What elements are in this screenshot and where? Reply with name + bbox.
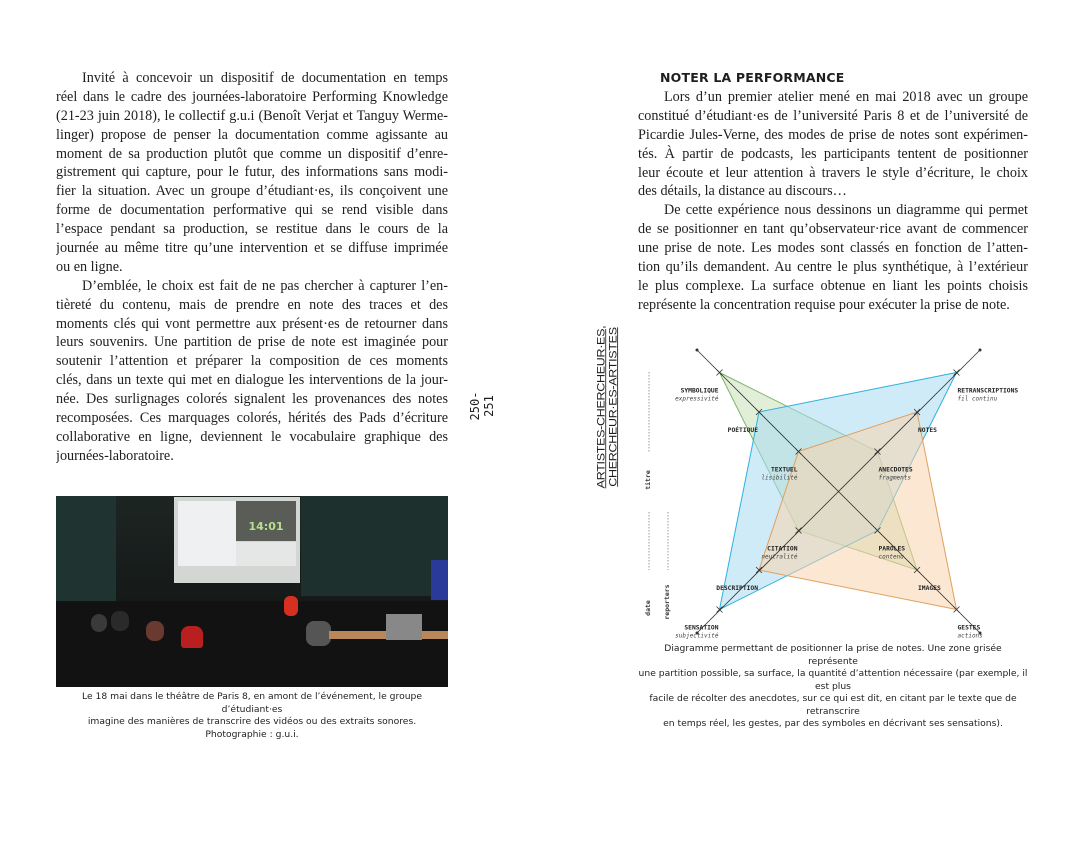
text-line: des détails, la distance au discours… — [638, 183, 847, 200]
printer — [386, 614, 422, 640]
caption-line: Le 18 mai dans le théâtre de Paris 8, en amont de l’événement, le groupe d’étudiant·es — [81, 691, 423, 715]
mode-label: NOTES — [918, 427, 937, 434]
text-line: tièreté du contenu, mais de prendre en note des traces et des — [56, 296, 448, 313]
mode-sublabel: fragments — [878, 474, 912, 482]
text-line: tés. À partir de podcasts, les participants tentent de positionner — [638, 145, 1028, 162]
text-line: gistrement qui capture, pour le futur, des informations sans modi- — [56, 164, 448, 181]
mode-sublabel: expressivité — [675, 395, 719, 403]
mode-label: SYMBOLIQUE — [680, 387, 719, 395]
caption-line: Photographie : g.u.i. — [205, 728, 299, 740]
screen-clock: 14:01 — [236, 501, 296, 541]
text-line: recomposées. Ces marquages colorés, hérités des Pads d’écriture — [56, 410, 448, 427]
text-line: D’emblée, le choix est fait de ne pas chercher à capturer l’en- — [82, 277, 448, 294]
text-line: forme de documentation performative qui se rend visible dans — [56, 202, 448, 219]
text-line: représente la concentration requise pour exécuter la prise de note. — [638, 296, 1010, 313]
text-line: née. Des surlignages colorés signalent les provenances des notes — [56, 391, 448, 408]
text-line: leur écoute et leur attention à travers le style d’écriture, le choix — [638, 164, 1028, 181]
caption-line: facile de récolter des anecdotes, sur ce qui est dit, en citant par le texte que de retranscrire — [649, 693, 1017, 717]
axis-arrow-icon — [979, 349, 982, 352]
text-line: une prise de note. Les modes sont classés en fonction de l’atten- — [638, 240, 1028, 257]
mode-label: IMAGES — [918, 585, 941, 592]
section-heading: NOTER LA PERFORMANCE — [660, 70, 845, 85]
text-line: collaborative en ligne, deviennent le vocabulaire graphique des — [56, 428, 448, 445]
text-line: constitué d’étudiant·es de l’université Paris 8 et de l’université de — [638, 107, 1028, 124]
person — [91, 614, 107, 632]
person — [111, 611, 129, 631]
theatre-photo — [56, 496, 448, 687]
caption-line: en temps réel, les gestes, par des symboles en décrivant ses sensations). — [663, 718, 1003, 729]
mode-sublabel: lisibilité — [761, 474, 798, 482]
text-line: ou en ligne. — [56, 258, 123, 275]
text-line: l’espace pendant sa production, se restitue dans le cours de la — [56, 221, 448, 238]
text-line: journées-laboratoire. — [56, 447, 174, 464]
board — [431, 560, 448, 600]
text-line: Invité à concevoir un dispositif de documentation en temps — [82, 70, 448, 86]
text-line: Lors d’un premier atelier mené en mai 2018 avec un groupe — [664, 89, 1028, 105]
diagram-caption — [638, 643, 1028, 731]
text-line: de se positionner en tant qu’observateur·rice avant de commencer — [638, 221, 1028, 238]
right-page-body — [638, 88, 1028, 315]
left-page-body — [56, 69, 448, 466]
caption-line: Diagramme permettant de positionner la prise de notes. Une zone grisée représente — [664, 643, 1002, 667]
date-label: date — [644, 600, 652, 616]
page-numbers: 250-251 — [468, 391, 496, 421]
person-red — [284, 596, 298, 616]
projection-screen — [174, 497, 300, 583]
mode-label: DESCRIPTION — [716, 585, 758, 592]
screen-panel — [236, 542, 296, 566]
curtain-right — [301, 496, 448, 596]
person — [306, 621, 331, 646]
mode-sublabel: neutralité — [761, 553, 798, 561]
reporters-label: reporters — [663, 584, 671, 620]
text-line: Picardie Jules-Verne, des modes de prise de notes sont expérimen- — [638, 126, 1028, 143]
mode-label: TEXTUEL — [770, 466, 798, 474]
text-line: clés, dans un texte qui met en dialogue les interventions de la jour- — [56, 372, 448, 389]
text-line: le plus complexe. La surface obtenue en liant les points choisis — [638, 277, 1028, 294]
person-red — [181, 626, 203, 648]
running-head: ARTISTES-CHERCHEUR·ES, CHERCHEUR·ES-ARTISTES — [595, 325, 619, 489]
mode-sublabel: contenu — [878, 553, 904, 561]
text-line: réel dans le cadre des journées-laboratoire Performing Knowledge — [56, 88, 448, 105]
screen-document — [178, 501, 236, 566]
text-line: leurs souvenirs. Une partition de prise de note est imaginée pour — [56, 334, 448, 351]
mode-label: POÉTIQUE — [727, 427, 758, 434]
text-line: De cette expérience nous dessinons un diagramme qui permet — [664, 202, 1028, 219]
mode-label: RETRANSCRIPTIONS — [957, 387, 1019, 395]
text-line: moments clés qui vont permettre aux présent·es de retourner dans — [56, 315, 448, 332]
mode-sublabel: subjectivité — [675, 632, 719, 640]
axis-arrow-icon — [696, 349, 699, 352]
text-line: (21-23 juin 2018), le collectif g.u.i (Benoît Verjat et Tanguy Werme- — [56, 107, 448, 124]
caption-line: une partition possible, sa surface, la quantité d’attention nécessaire (par exemple, il est plus — [638, 668, 1028, 692]
text-line: journée au même titre qu’une intervention et se diffuse imprimée — [56, 240, 448, 257]
text-line: linger) propose de penser la documentation comme agissante au — [56, 126, 448, 143]
titre-label: titre — [644, 470, 652, 490]
mode-sublabel: actions — [957, 632, 983, 640]
mode-label: PAROLES — [878, 545, 906, 553]
photo-caption — [56, 691, 448, 741]
mode-label: GESTES — [957, 624, 981, 632]
tick-mark — [717, 370, 723, 376]
mode-sublabel: fil continu — [957, 395, 998, 403]
mode-label: ANECDOTES — [878, 466, 913, 474]
person — [146, 621, 164, 641]
mode-label: SENSATION — [684, 624, 719, 632]
text-line: soutenir l’attention et préparer la composition de ces moments — [56, 353, 448, 370]
text-line: moment de sa production plutôt que comme un dispositif d’enre- — [56, 145, 448, 162]
text-line: tion qu’ils demandent. Au centre le plus synthétique, à l’extérieur — [638, 259, 1028, 276]
text-line: fier la situation. Avec un groupe d’étudiant·es, ils conçoivent une — [56, 183, 448, 200]
note-taking-diagram — [640, 340, 1040, 640]
mode-label: CITATION — [767, 545, 798, 553]
curtain-left — [56, 496, 116, 606]
caption-line: imagine des manières de transcrire des vidéos ou des extraits sonores. — [87, 716, 417, 727]
